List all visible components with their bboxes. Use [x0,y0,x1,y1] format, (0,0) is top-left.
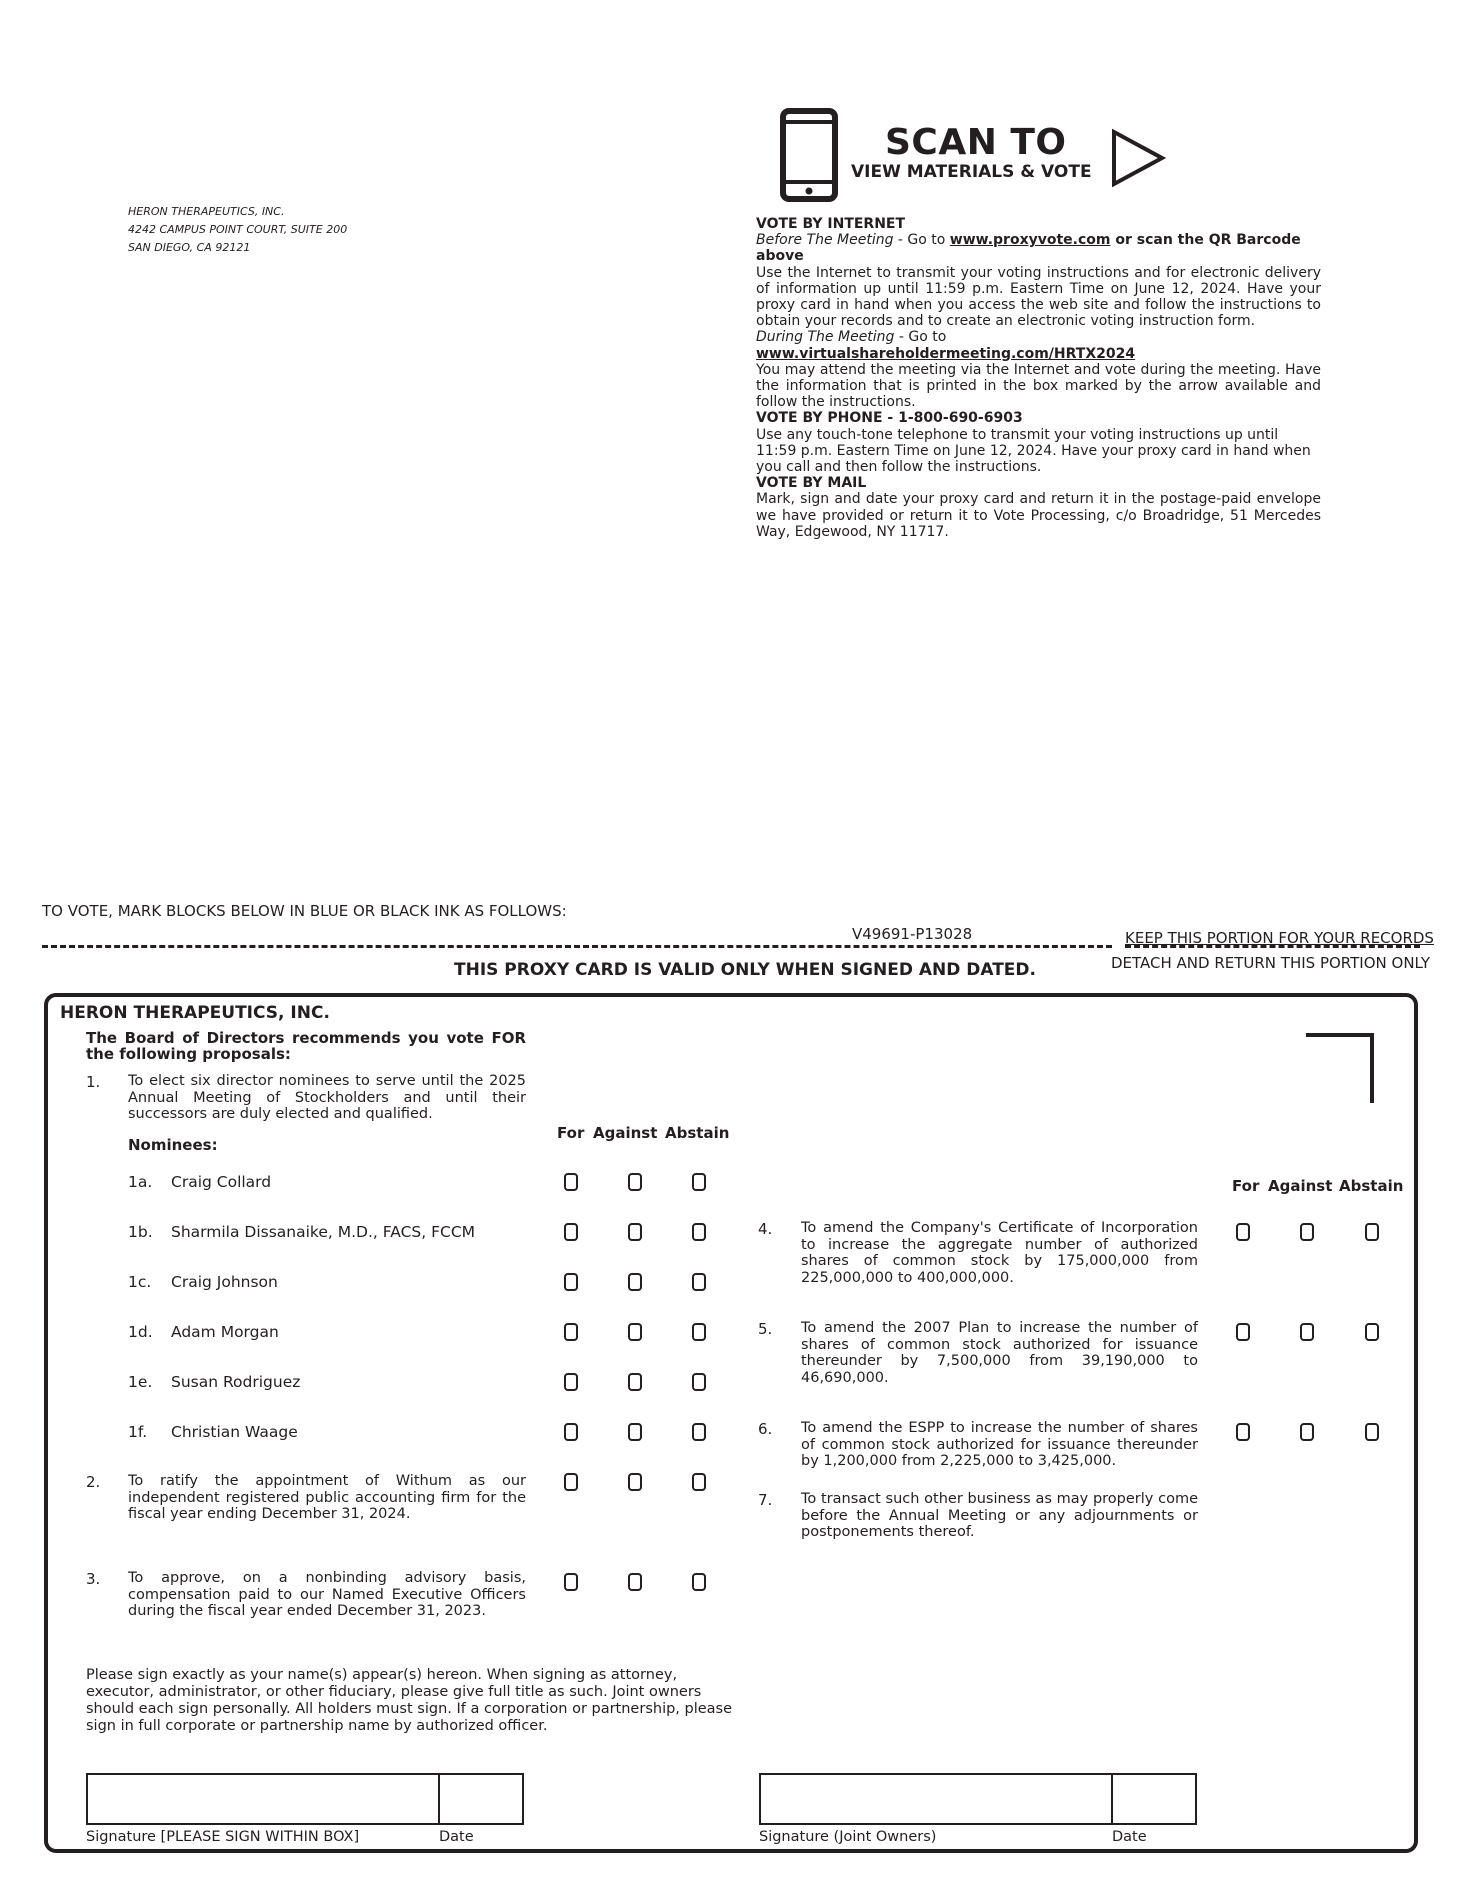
nominee-number: 1f. [128,1423,148,1441]
nominee-name: Craig Collard [171,1173,272,1191]
proposal-7-number: 7. [758,1491,773,1509]
proposal-2-number: 2. [86,1473,101,1491]
vote-for-checkbox[interactable] [564,1323,578,1341]
control-number: V49691-P13028 [852,925,973,943]
before-tail: or scan the QR Barcode above [756,232,1301,265]
internet-heading: VOTE BY INTERNET [756,216,906,232]
vote-for-checkbox[interactable] [564,1173,578,1191]
during-go: - Go to [894,329,947,346]
proposal-4-number: 4. [758,1220,773,1238]
column-for-right: For [1232,1177,1260,1195]
vote-against-checkbox[interactable] [628,1323,642,1341]
vote-abstain-checkbox[interactable] [692,1323,706,1341]
joint-signature-label: Signature (Joint Owners) [759,1829,937,1845]
proposal-6-text: To amend the ESPP to increase the number of shares of common stock authorized for issuance thereunder by 1,200,000 from 2,225,000 to 3,425,000. [801,1420,1198,1469]
vote-against-checkbox[interactable] [1300,1323,1314,1341]
vote-abstain-checkbox[interactable] [1365,1323,1379,1341]
address-line-2: 4242 CAMPUS POINT COURT, SUITE 200 [128,223,348,236]
vote-against-checkbox[interactable] [628,1223,642,1241]
joint-date-label: Date [1112,1829,1147,1845]
proposal-6-number: 6. [758,1420,773,1438]
internet-during-body: You may attend the meeting via the Internet and vote during the meeting. Have the information that is printed in the box marked by the arrow available and follow the instructions. [756,361,1321,411]
corner-mark [1306,1033,1374,1103]
before-label: Before The Meeting [756,232,894,249]
mail-body: Mark, sign and date your proxy card and return it in the postage-paid envelope we have provided or return it to Vote Processing, c/o Broadridge, 51 Mercedes Way, Edgewood, NY 11717. [756,491,1321,540]
detach-dashed-line [42,945,1112,948]
vote-against-checkbox[interactable] [1300,1223,1314,1241]
vote-abstain-checkbox[interactable] [692,1223,706,1241]
joint-signature-date-divider [1111,1773,1113,1825]
vote-for-checkbox[interactable] [564,1573,578,1591]
arrow-play-icon [1110,128,1168,188]
keep-portion-label: KEEP THIS PORTION FOR YOUR RECORDS [1125,929,1434,947]
signature-label: Signature [PLEASE SIGN WITHIN BOX] [86,1829,360,1845]
proposal-7-text: To transact such other business as may properly come before the Annual Meeting or any adjournments or postponements thereof. [801,1491,1198,1540]
vote-abstain-checkbox[interactable] [1365,1423,1379,1441]
smartphone-icon [780,108,838,202]
vote-against-checkbox[interactable] [628,1473,642,1491]
during-label: During The Meeting [756,329,895,346]
vote-abstain-checkbox[interactable] [1365,1223,1379,1241]
column-abstain-right: Abstain [1339,1177,1404,1195]
vote-for-checkbox[interactable] [564,1473,578,1491]
vote-against-checkbox[interactable] [628,1273,642,1291]
date-label: Date [439,1829,474,1845]
nominee-number: 1e. [128,1373,153,1391]
vote-against-checkbox[interactable] [1300,1423,1314,1441]
column-abstain: Abstain [665,1124,730,1142]
valid-notice: THIS PROXY CARD IS VALID ONLY WHEN SIGNED AND DATED. [454,960,1036,980]
detach-portion-label: DETACH AND RETURN THIS PORTION ONLY [1111,954,1431,972]
proposal-4-text: To amend the Company's Certificate of Incorporation to increase the aggregate number of authorized shares of common stock by 175,000,000 from 225,000,000 to 400,000,000. [801,1220,1198,1286]
vote-abstain-checkbox[interactable] [692,1173,706,1191]
virtual-meeting-link[interactable]: www.virtualshareholdermeeting.com/HRTX2024 [756,345,1136,362]
proposal-5-text: To amend the 2007 Plan to increase the number of shares of common stock authorized for issuance thereunder by 7,500,000 from 39,190,000 to 46,690,000. [801,1320,1198,1386]
vote-against-checkbox[interactable] [628,1373,642,1391]
vote-for-checkbox[interactable] [564,1223,578,1241]
nominee-name: Craig Johnson [171,1273,278,1291]
proposal-1-number: 1. [86,1073,101,1091]
mail-heading: VOTE BY MAIL [756,475,867,492]
voting-instructions [756,216,1321,540]
proxyvote-link[interactable]: www.proxyvote.com [949,232,1111,249]
vote-abstain-checkbox[interactable] [692,1273,706,1291]
vote-abstain-checkbox[interactable] [692,1423,706,1441]
internet-before-body: Use the Internet to transmit your voting instructions and for electronic delivery of information up until 11:59 p.m. Eastern Time on June 12, 2024. Have your proxy card in hand when you access the web site and follow the instructions to obtain your records and to create an electronic voting instruction form. [756,264,1321,330]
column-against-right: Against [1268,1177,1333,1195]
nominee-name: Susan Rodriguez [171,1373,301,1391]
internet-before-line [756,232,1321,264]
joint-signature-box[interactable] [759,1773,1197,1825]
nominee-name: Sharmila Dissanaike, M.D., FACS, FCCM [171,1223,476,1241]
board-recommendation: The Board of Directors recommends you vote FOR the following proposals: [86,1029,526,1063]
vote-for-checkbox[interactable] [564,1273,578,1291]
proposal-1-text: To elect six director nominees to serve until the 2025 Annual Meeting of Stockholders and until their successors are duly elected and qualified. [128,1073,526,1122]
column-for: For [557,1124,585,1142]
proposal-3-text: To approve, on a nonbinding advisory basis, compensation paid to our Named Executive Officers during the fiscal year ended December 31, 2023. [128,1570,526,1619]
card-company-name: HERON THERAPEUTICS, INC. [60,1003,330,1023]
proposal-3-number: 3. [86,1570,101,1588]
sign-instructions: Please sign exactly as your name(s) appear(s) hereon. When signing as attorney, executor, administrator, or other fiduciary, please give full title as such. Joint owners should each sign personally. All holders must sign. If a corporation or partnership, please sign in full corporate or partnership name by authorized officer. [86,1667,733,1734]
nominee-name: Adam Morgan [171,1323,279,1341]
internet-during-line [756,329,1321,361]
vote-for-checkbox[interactable] [1236,1223,1250,1241]
phone-heading: VOTE BY PHONE - 1-800-690-6903 [756,410,1023,427]
signature-box[interactable] [86,1773,524,1825]
vote-for-checkbox[interactable] [1236,1423,1250,1441]
nominees-heading: Nominees: [128,1136,218,1154]
mark-instructions: TO VOTE, MARK BLOCKS BELOW IN BLUE OR BLACK INK AS FOLLOWS: [42,902,567,920]
vote-for-checkbox[interactable] [564,1423,578,1441]
before-go: - Go to [893,232,950,249]
address-line-1: HERON THERAPEUTICS, INC. [128,205,285,218]
vote-abstain-checkbox[interactable] [692,1473,706,1491]
vote-against-checkbox[interactable] [628,1573,642,1591]
column-against: Against [593,1124,658,1142]
vote-for-checkbox[interactable] [1236,1323,1250,1341]
scan-subtitle: VIEW MATERIALS & VOTE [851,162,1092,182]
vote-abstain-checkbox[interactable] [692,1573,706,1591]
vote-against-checkbox[interactable] [628,1423,642,1441]
scan-title: SCAN TO [885,122,1067,163]
proposal-2-text: To ratify the appointment of Withum as our independent registered public accounting firm for the fiscal year ending December 31, 2024. [128,1473,526,1522]
nominee-number: 1b. [128,1223,153,1241]
company-address [128,203,347,257]
vote-against-checkbox[interactable] [628,1173,642,1191]
nominee-number: 1c. [128,1273,152,1291]
nominee-name: Christian Waage [171,1423,298,1441]
vote-abstain-checkbox[interactable] [692,1373,706,1391]
nominee-number: 1d. [128,1323,153,1341]
nominee-number: 1a. [128,1173,153,1191]
address-line-3: SAN DIEGO, CA 92121 [128,241,251,254]
phone-body: Use any touch-tone telephone to transmit your voting instructions up until 11:59 p.m. Eastern Time on June 12, 2024. Have your proxy card in hand when you call and then follow the instructions. [756,426,1311,476]
vote-for-checkbox[interactable] [564,1373,578,1391]
signature-date-divider [438,1773,440,1825]
proposal-5-number: 5. [758,1320,773,1338]
